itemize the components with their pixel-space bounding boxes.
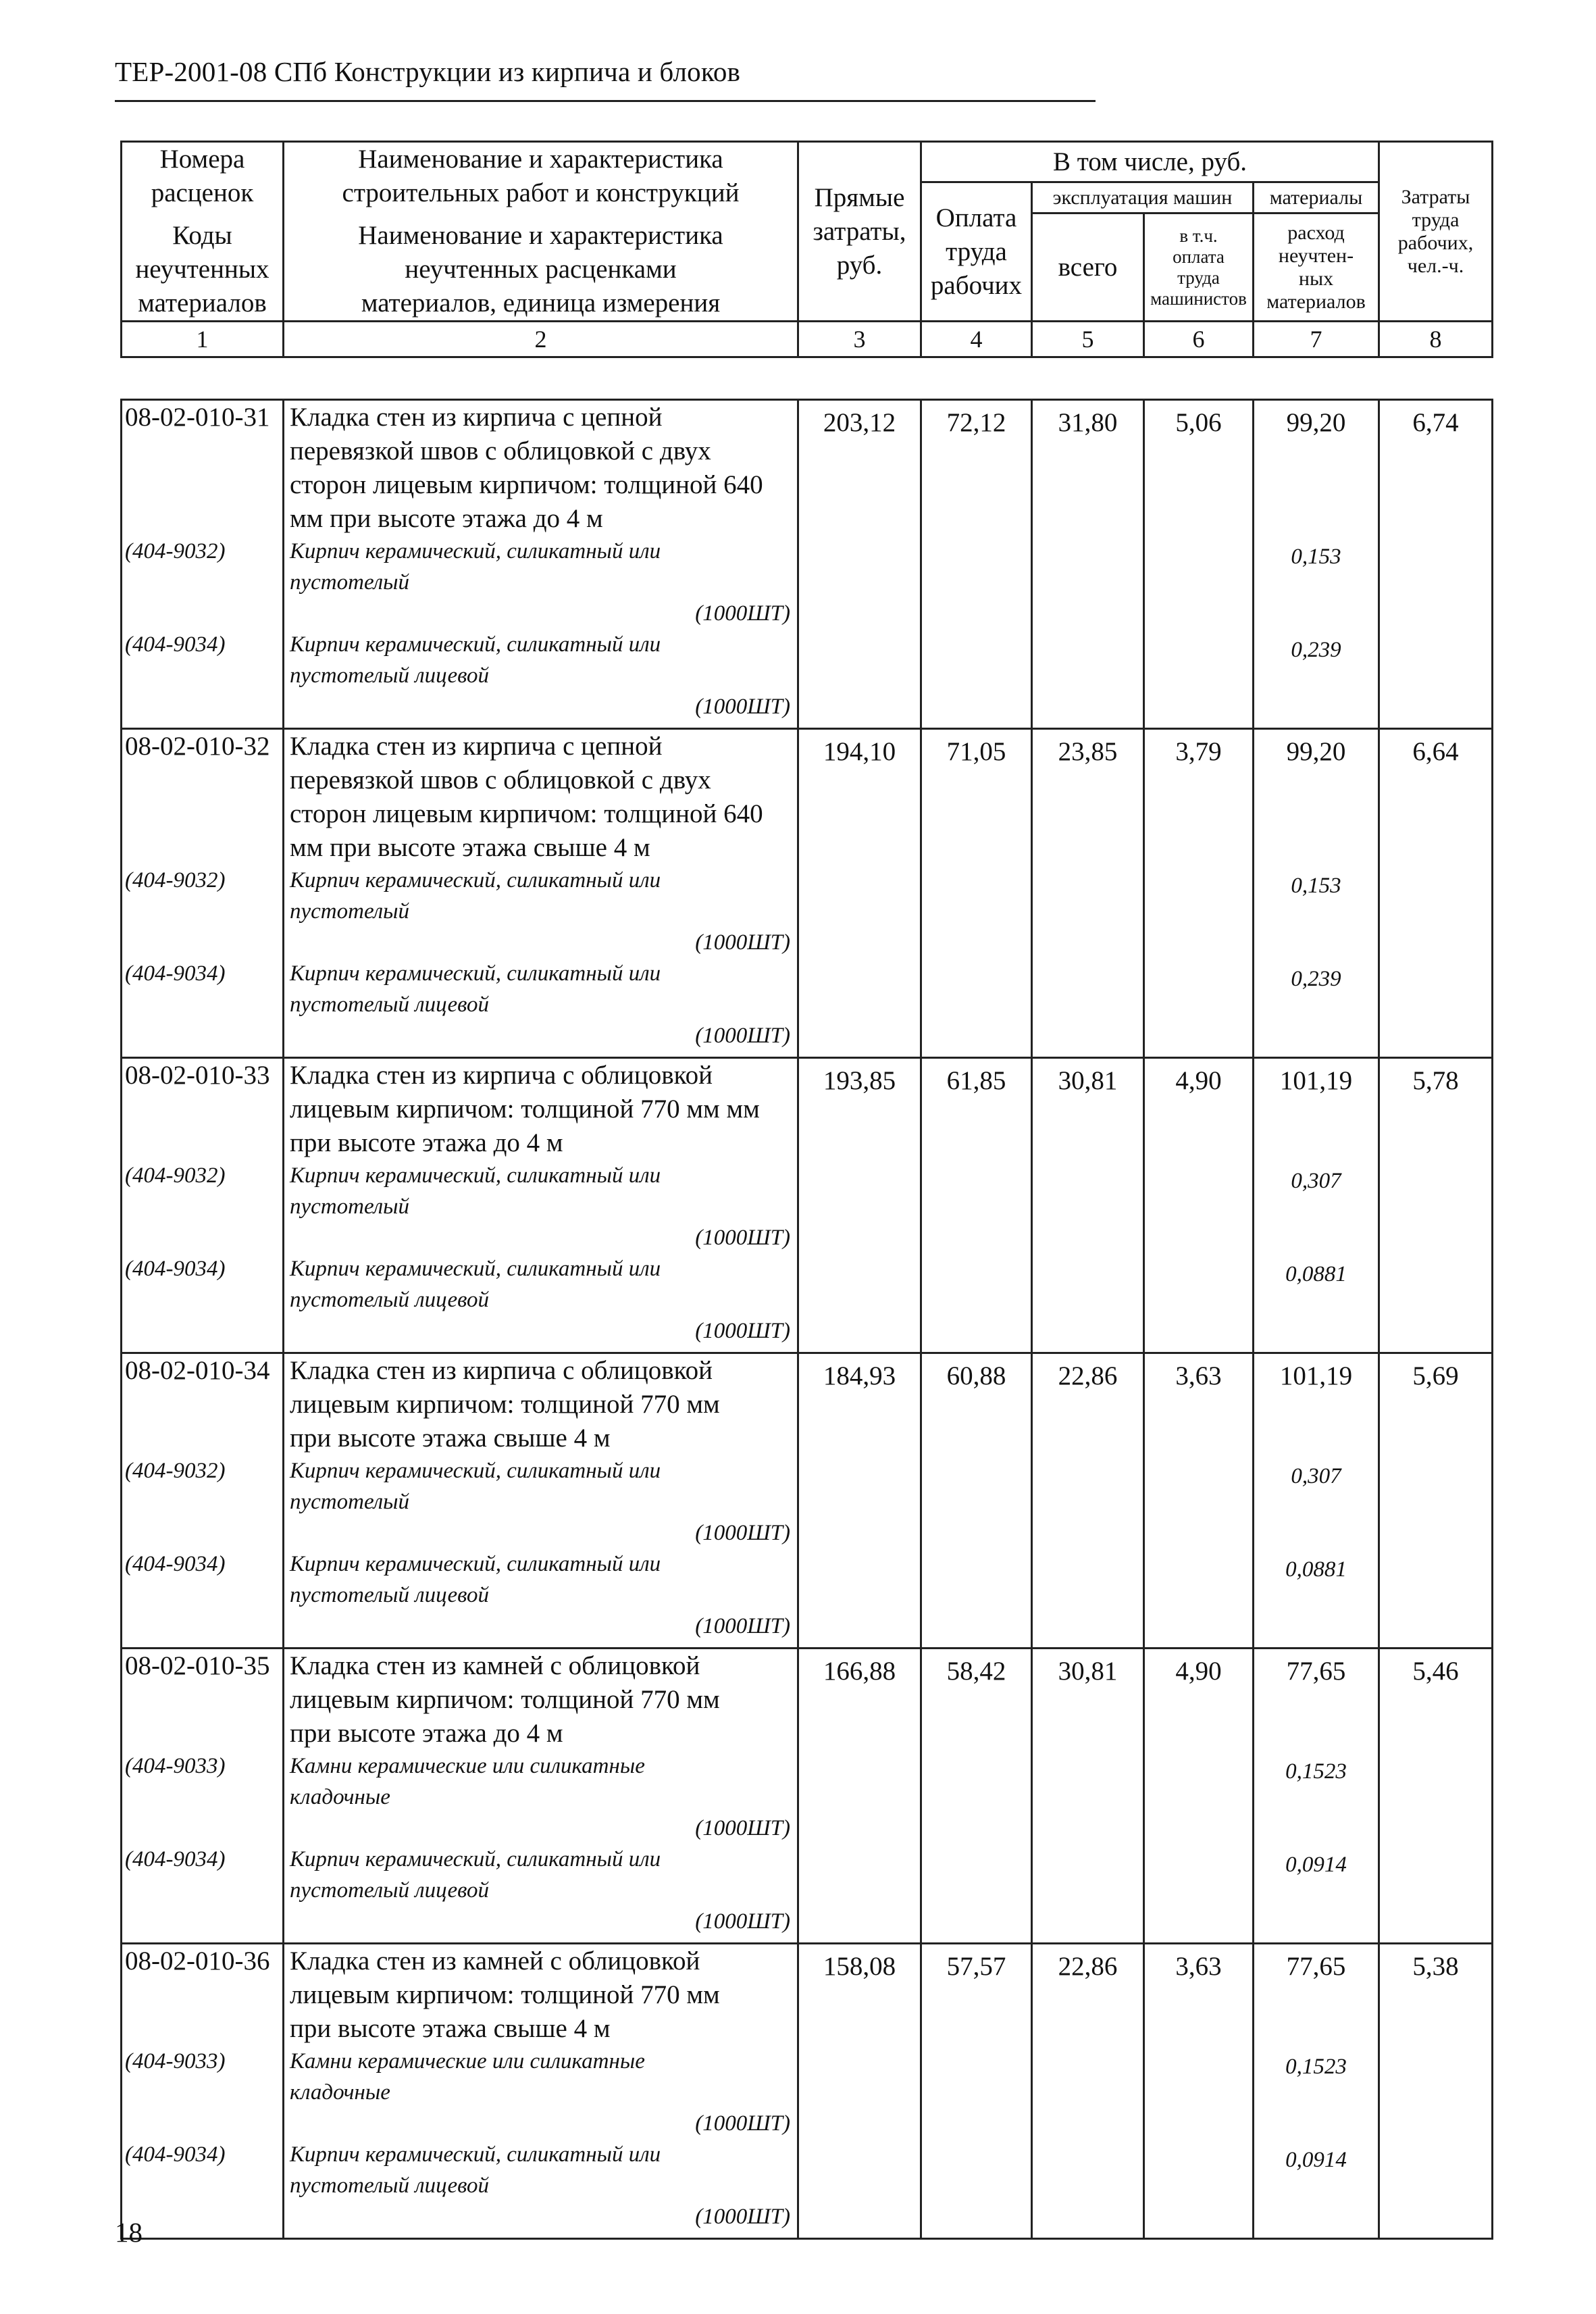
materials-value-cell — [1254, 1353, 1379, 1649]
table-row — [122, 1353, 1493, 1649]
machine-operators-value: 3,63 — [1175, 1952, 1222, 1981]
labor-pay-value-cell — [921, 1944, 1032, 2239]
material-unit: (1000ШТ) — [695, 1614, 790, 1638]
header-direct-costs: Прямые затраты, руб. — [798, 142, 921, 322]
materials-value-cell — [1254, 729, 1379, 1058]
material-unit: (1000ШТ) — [695, 1909, 790, 1934]
work-name-line: перевязкой швов с облицовкой с двух — [290, 436, 711, 466]
material-qty: 0,239 — [1291, 967, 1341, 991]
header-labor-hours: Затраты труда рабочих, чел.-ч. — [1379, 142, 1493, 322]
work-name-line: при высоте этажа до 4 м — [290, 1128, 563, 1157]
header-material-consumption: расход неучтен- ных материалов — [1254, 213, 1379, 322]
labor-hours-value-cell — [1379, 1058, 1493, 1353]
material-code: (404-9034) — [125, 961, 226, 986]
labor-hours-value-cell — [1379, 1649, 1493, 1944]
materials-value: 101,19 — [1279, 1066, 1353, 1095]
direct-costs-value: 193,85 — [823, 1066, 896, 1095]
direct-costs-value-cell — [798, 1944, 921, 2239]
work-name-line: лицевым кирпичом: толщиной 770 мм — [290, 1980, 720, 2009]
machine-operators-value-cell — [1144, 1058, 1254, 1353]
material-name-line: Кирпич керамический, силикатный или — [290, 961, 661, 986]
column-number: 2 — [284, 322, 798, 357]
material-name-line: Кирпич керамический, силикатный или — [290, 539, 661, 563]
material-qty: 0,153 — [1291, 545, 1341, 569]
machines-total-value-cell — [1032, 729, 1144, 1058]
material-name-line: кладочные — [290, 2080, 390, 2105]
header-machine-operators: в т.ч. оплата труда машинистов — [1144, 213, 1254, 322]
material-code: (404-9034) — [125, 1552, 226, 1576]
table-row — [122, 1649, 1493, 1944]
machines-total-value: 22,86 — [1058, 1361, 1118, 1390]
machines-total-value: 23,85 — [1058, 737, 1118, 766]
material-name-line: Кирпич керамический, силикатный или — [290, 1552, 661, 1576]
rate-code: 08-02-010-32 — [125, 732, 270, 761]
material-code: (404-9033) — [125, 1754, 226, 1778]
work-name-line: сторон лицевым кирпичом: толщиной 640 — [290, 799, 763, 828]
header-machines: эксплуатация машин — [1032, 182, 1254, 213]
material-name-line: пустотелый лицевой — [290, 2173, 490, 2198]
column-number: 7 — [1254, 322, 1379, 357]
direct-costs-value: 203,12 — [823, 408, 896, 437]
header-machines-total: всего — [1032, 213, 1144, 322]
machine-operators-value-cell — [1144, 1649, 1254, 1944]
page-number: 18 — [115, 2217, 143, 2248]
machine-operators-value-cell — [1144, 1944, 1254, 2239]
labor-pay-value: 58,42 — [946, 1657, 1006, 1686]
header-group: В том числе, руб. — [921, 142, 1379, 182]
labor-pay-value-cell — [921, 1353, 1032, 1649]
direct-costs-value: 194,10 — [823, 737, 896, 766]
materials-value-cell — [1254, 1649, 1379, 1944]
machines-total-value-cell — [1032, 400, 1144, 729]
direct-costs-value: 158,08 — [823, 1952, 896, 1981]
material-name-line: кладочные — [290, 1785, 390, 1809]
machines-total-value: 30,81 — [1058, 1657, 1118, 1686]
work-name-cell — [284, 1944, 798, 2239]
work-name-line: Кладка стен из кирпича с цепной — [290, 732, 663, 761]
material-name-line: Кирпич керамический, силикатный или — [290, 868, 661, 892]
table-row — [122, 400, 1493, 729]
materials-value-cell — [1254, 1058, 1379, 1353]
labor-pay-value-cell — [921, 1058, 1032, 1353]
labor-pay-value: 60,88 — [946, 1361, 1006, 1390]
material-qty: 0,0914 — [1285, 2148, 1347, 2172]
rates-table — [120, 399, 1493, 2240]
material-name-line: Кирпич керамический, силикатный или — [290, 1163, 661, 1188]
machines-total-value-cell — [1032, 1058, 1144, 1353]
work-name-cell — [284, 1353, 798, 1649]
header-material-name: Наименование и характеристика неучтенных расценками материалов, единица измерения — [284, 213, 798, 322]
material-name-line: пустотелый лицевой — [290, 992, 490, 1017]
work-name-line: Кладка стен из камней с облицовкой — [290, 1651, 700, 1680]
machine-operators-value: 3,79 — [1175, 737, 1222, 766]
material-unit: (1000ШТ) — [695, 1521, 790, 1545]
work-name-line: лицевым кирпичом: толщиной 770 мм — [290, 1685, 720, 1714]
rate-code: 08-02-010-34 — [125, 1356, 270, 1385]
column-number: 8 — [1379, 322, 1493, 357]
material-code: (404-9034) — [125, 1257, 226, 1281]
header-labor-pay: Оплата труда рабочих — [921, 182, 1032, 322]
material-qty: 0,1523 — [1285, 2055, 1347, 2079]
material-qty: 0,153 — [1291, 874, 1341, 898]
rate-code: 08-02-010-35 — [125, 1651, 270, 1680]
machine-operators-value: 5,06 — [1175, 408, 1222, 437]
rate-code-cell — [122, 1353, 284, 1649]
header-rate-number: Номера расценок — [122, 142, 284, 213]
rate-code: 08-02-010-33 — [125, 1061, 270, 1090]
rate-code-cell — [122, 400, 284, 729]
direct-costs-value-cell — [798, 1649, 921, 1944]
work-name-line: сторон лицевым кирпичом: толщиной 640 — [290, 470, 763, 499]
material-code: (404-9033) — [125, 2049, 226, 2073]
material-name-line: пустотелый — [290, 1490, 410, 1514]
material-name-line: Камни керамические или силикатные — [290, 1754, 645, 1778]
work-name-line: лицевым кирпичом: толщиной 770 мм — [290, 1390, 720, 1419]
machine-operators-value: 4,90 — [1175, 1657, 1222, 1686]
material-code: (404-9034) — [125, 632, 226, 657]
machines-total-value-cell — [1032, 1353, 1144, 1649]
material-code: (404-9034) — [125, 1847, 226, 1871]
work-name-cell — [284, 400, 798, 729]
machine-operators-value: 3,63 — [1175, 1361, 1222, 1390]
rate-code-cell — [122, 1649, 284, 1944]
running-title: ТЕР-2001-08 СПб Конструкции из кирпича и блоков — [115, 56, 741, 87]
work-name-line: лицевым кирпичом: толщиной 770 мм мм — [290, 1095, 760, 1124]
work-name-line: мм при высоте этажа до 4 м — [290, 504, 603, 533]
material-unit: (1000ШТ) — [695, 2111, 790, 2136]
machines-total-value: 31,80 — [1058, 408, 1118, 437]
material-code: (404-9034) — [125, 2142, 226, 2167]
direct-costs-value-cell — [798, 400, 921, 729]
material-name-line: Камни керамические или силикатные — [290, 2049, 645, 2073]
labor-pay-value: 57,57 — [946, 1952, 1006, 1981]
material-qty: 0,0881 — [1285, 1262, 1347, 1286]
column-number: 4 — [921, 322, 1032, 357]
machines-total-value: 30,81 — [1058, 1066, 1118, 1095]
header-material-codes: Коды неучтенных материалов — [122, 213, 284, 322]
work-name-line: Кладка стен из кирпича с облицовкой — [290, 1356, 713, 1385]
material-name-line: Кирпич керамический, силикатный или — [290, 2142, 661, 2167]
work-name-line: при высоте этажа до 4 м — [290, 1719, 563, 1748]
machine-operators-value-cell — [1144, 400, 1254, 729]
materials-value-cell — [1254, 400, 1379, 729]
material-name-line: пустотелый — [290, 570, 410, 595]
work-name-cell — [284, 729, 798, 1058]
material-qty: 0,307 — [1291, 1169, 1341, 1193]
labor-pay-value-cell — [921, 400, 1032, 729]
work-name-line: Кладка стен из кирпича с цепной — [290, 403, 663, 432]
work-name-line: Кладка стен из кирпича с облицовкой — [290, 1061, 713, 1090]
rate-code: 08-02-010-36 — [125, 1946, 270, 1976]
material-qty: 0,0881 — [1285, 1557, 1347, 1582]
material-name-line: пустотелый лицевой — [290, 663, 490, 688]
material-name-line: пустотелый лицевой — [290, 1288, 490, 1312]
machine-operators-value-cell — [1144, 729, 1254, 1058]
header-work-name: Наименование и характеристика строительных работ и конструкций — [284, 142, 798, 213]
material-qty: 0,1523 — [1285, 1759, 1347, 1784]
rate-code-cell — [122, 1944, 284, 2239]
material-unit: (1000ШТ) — [695, 695, 790, 719]
labor-pay-value: 72,12 — [946, 408, 1006, 437]
table-header — [120, 141, 1493, 358]
header-materials: материалы — [1254, 182, 1379, 213]
direct-costs-value-cell — [798, 1058, 921, 1353]
labor-hours-value: 5,69 — [1412, 1361, 1459, 1390]
material-unit: (1000ШТ) — [695, 1024, 790, 1048]
column-number: 1 — [122, 322, 284, 357]
labor-hours-value: 5,78 — [1412, 1066, 1459, 1095]
material-qty: 0,307 — [1291, 1464, 1341, 1488]
material-name-line: пустотелый — [290, 899, 410, 924]
labor-pay-value: 71,05 — [946, 737, 1006, 766]
work-name-line: перевязкой швов с облицовкой с двух — [290, 765, 711, 795]
labor-pay-value: 61,85 — [946, 1066, 1006, 1095]
work-name-line: мм при высоте этажа свыше 4 м — [290, 833, 650, 862]
material-name-line: Кирпич керамический, силикатный или — [290, 1459, 661, 1483]
machine-operators-value-cell — [1144, 1353, 1254, 1649]
table-row — [122, 1944, 1493, 2239]
column-number: 6 — [1144, 322, 1254, 357]
direct-costs-value-cell — [798, 1353, 921, 1649]
materials-value: 99,20 — [1286, 737, 1346, 766]
material-name-line: пустотелый — [290, 1194, 410, 1219]
direct-costs-value: 184,93 — [823, 1361, 896, 1390]
direct-costs-value-cell — [798, 729, 921, 1058]
material-unit: (1000ШТ) — [695, 930, 790, 955]
rate-code-cell — [122, 1058, 284, 1353]
material-name-line: Кирпич керамический, силикатный или — [290, 632, 661, 657]
labor-hours-value: 6,74 — [1412, 408, 1459, 437]
material-name-line: пустотелый лицевой — [290, 1583, 490, 1607]
material-unit: (1000ШТ) — [695, 2205, 790, 2229]
labor-hours-value: 5,38 — [1412, 1952, 1459, 1981]
machines-total-value-cell — [1032, 1944, 1144, 2239]
material-name-line: Кирпич керамический, силикатный или — [290, 1847, 661, 1871]
materials-value: 99,20 — [1286, 408, 1346, 437]
materials-value: 101,19 — [1279, 1361, 1353, 1390]
material-qty: 0,239 — [1291, 638, 1341, 662]
rate-code-cell — [122, 729, 284, 1058]
material-code: (404-9032) — [125, 868, 226, 892]
work-name-cell — [284, 1649, 798, 1944]
work-name-cell — [284, 1058, 798, 1353]
material-unit: (1000ШТ) — [695, 1319, 790, 1343]
materials-value: 77,65 — [1286, 1952, 1346, 1981]
labor-hours-value-cell — [1379, 1353, 1493, 1649]
material-unit: (1000ШТ) — [695, 601, 790, 626]
title-rule — [115, 100, 1096, 102]
direct-costs-value: 166,88 — [823, 1657, 896, 1686]
material-name-line: пустотелый лицевой — [290, 1878, 490, 1903]
materials-value-cell — [1254, 1944, 1379, 2239]
machine-operators-value: 4,90 — [1175, 1066, 1222, 1095]
labor-pay-value-cell — [921, 729, 1032, 1058]
labor-hours-value-cell — [1379, 1944, 1493, 2239]
material-code: (404-9032) — [125, 1459, 226, 1483]
labor-hours-value-cell — [1379, 400, 1493, 729]
column-number: 3 — [798, 322, 921, 357]
table-row — [122, 729, 1493, 1058]
labor-hours-value-cell — [1379, 729, 1493, 1058]
work-name-line: при высоте этажа свыше 4 м — [290, 2014, 611, 2043]
labor-hours-value: 6,64 — [1412, 737, 1459, 766]
labor-pay-value-cell — [921, 1649, 1032, 1944]
machines-total-value: 22,86 — [1058, 1952, 1118, 1981]
material-code: (404-9032) — [125, 1163, 226, 1188]
materials-value: 77,65 — [1286, 1657, 1346, 1686]
table-row — [122, 1058, 1493, 1353]
material-unit: (1000ШТ) — [695, 1226, 790, 1250]
rate-code: 08-02-010-31 — [125, 403, 270, 432]
material-unit: (1000ШТ) — [695, 1816, 790, 1840]
material-qty: 0,0914 — [1285, 1853, 1347, 1877]
material-name-line: Кирпич керамический, силикатный или — [290, 1257, 661, 1281]
machines-total-value-cell — [1032, 1649, 1144, 1944]
material-code: (404-9032) — [125, 539, 226, 563]
labor-hours-value: 5,46 — [1412, 1657, 1459, 1686]
work-name-line: при высоте этажа свыше 4 м — [290, 1424, 611, 1453]
work-name-line: Кладка стен из камней с облицовкой — [290, 1946, 700, 1976]
column-number: 5 — [1032, 322, 1144, 357]
